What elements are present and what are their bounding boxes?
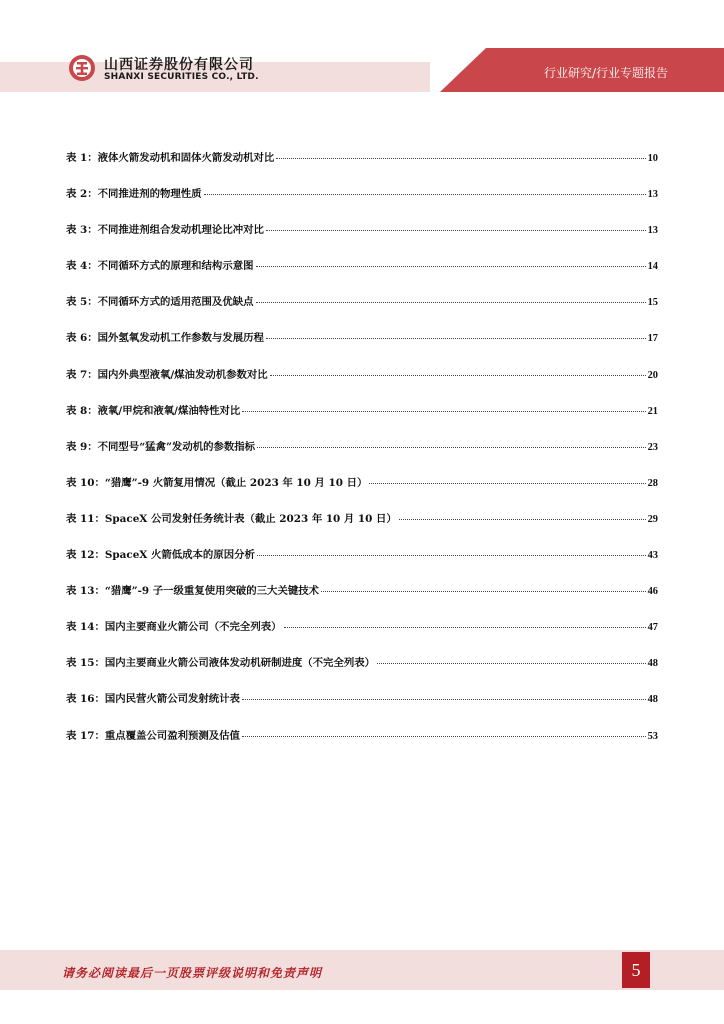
toc-entry-page: 21 xyxy=(647,405,658,417)
toc-entry-page: 17 xyxy=(647,333,658,345)
toc-entry-title: SpaceX 公司发射任务统计表（截止 2023 年 10 月 10 日） xyxy=(104,512,397,525)
toc-entry-title: “猎鹰”-9 子一级重复使用突破的三大关键技术 xyxy=(104,585,320,598)
toc-entry-title: 液氧/甲烷和液氧/煤油特性对比 xyxy=(97,404,241,417)
toc-entry-number: 表 15： xyxy=(66,657,105,670)
toc-leader-dots xyxy=(256,301,646,303)
footer-disclaimer: 请务必阅读最后一页股票评级说明和免责声明 xyxy=(62,966,323,980)
toc-entry-page: 53 xyxy=(647,730,658,742)
toc-entry-page: 48 xyxy=(647,658,658,670)
toc-entry-number: 表 16： xyxy=(66,693,105,706)
toc-leader-dots xyxy=(276,157,645,159)
toc-leader-dots xyxy=(266,337,646,339)
toc-entry[interactable] xyxy=(66,147,658,183)
toc-leader-dots xyxy=(242,698,646,700)
toc-leader-dots xyxy=(399,518,646,520)
toc-entry-title: 国外氢氧发动机工作参数与发展历程 xyxy=(97,332,264,345)
toc-entry-number: 表 12： xyxy=(66,549,105,562)
toc-entry-page: 28 xyxy=(647,477,658,489)
toc-entry[interactable] xyxy=(66,364,658,400)
toc-entry-page: 10 xyxy=(647,153,658,164)
toc-entry-page: 48 xyxy=(647,694,658,706)
toc-leader-dots xyxy=(257,554,646,556)
company-name-cn: 山西证券股份有限公司 xyxy=(104,57,254,73)
toc-entry-number: 表 17： xyxy=(66,729,105,742)
toc-leader-dots xyxy=(204,193,646,195)
toc-entry[interactable] xyxy=(66,508,658,544)
toc-entry[interactable] xyxy=(66,327,658,363)
toc-entry-page: 14 xyxy=(647,261,658,273)
toc-entry-page: 29 xyxy=(647,513,658,525)
toc-entry[interactable] xyxy=(66,544,658,580)
toc-entry-title: 不同循环方式的原理和结构示意图 xyxy=(97,260,254,273)
toc-entry-title: 不同型号“猛禽”发动机的参数指标 xyxy=(97,440,256,453)
toc-entry-title: 不同推进剂组合发动机理论比冲对比 xyxy=(97,224,264,237)
toc-entry[interactable] xyxy=(66,219,658,255)
toc-entry[interactable] xyxy=(66,652,658,688)
toc-leader-dots xyxy=(242,410,645,412)
toc-entry-title: 重点覆盖公司盈利预测及估值 xyxy=(104,729,240,742)
toc-entry-number: 表 10： xyxy=(66,476,105,489)
toc-entry-title: “猎鹰”-9 火箭复用情况（截止 2023 年 10 月 10 日） xyxy=(104,476,368,489)
toc-entry-number: 表 1： xyxy=(66,152,98,164)
toc-entry-title: SpaceX 火箭低成本的原因分析 xyxy=(104,549,255,562)
toc-entry[interactable] xyxy=(66,688,658,724)
toc-entry-number: 表 11： xyxy=(66,512,105,525)
toc-entry[interactable] xyxy=(66,291,658,327)
toc-entry-title: 国内主要商业火箭公司液体发动机研制进度（不完全列表） xyxy=(104,657,376,670)
toc-entry-title: 国内民营火箭公司发射统计表 xyxy=(104,693,240,706)
toc-entry-page: 13 xyxy=(647,225,658,237)
toc-entry[interactable] xyxy=(66,183,658,219)
toc-entry-page: 23 xyxy=(647,441,658,453)
toc-leader-dots xyxy=(242,735,646,737)
toc-leader-dots xyxy=(257,446,646,448)
toc-entry-page: 20 xyxy=(647,369,658,381)
toc-entry-number: 表 4： xyxy=(66,260,98,273)
toc-entry-number: 表 13： xyxy=(66,585,105,598)
toc-entry-title: 国内外典型液氧/煤油发动机参数对比 xyxy=(97,368,268,381)
toc-entry[interactable] xyxy=(66,436,658,472)
toc-entry-number: 表 3： xyxy=(66,224,98,237)
toc-entry-number: 表 2： xyxy=(66,188,98,201)
toc-entry-page: 43 xyxy=(647,550,658,562)
toc-leader-dots xyxy=(369,482,645,484)
toc-entry-title: 液体火箭发动机和固体火箭发动机对比 xyxy=(97,152,275,164)
toc-leader-dots xyxy=(270,374,646,376)
toc-leader-dots xyxy=(266,229,646,231)
report-type: 行业研究/行业专题报告 xyxy=(543,66,668,80)
toc-entry-number: 表 8： xyxy=(66,404,98,417)
toc-leader-dots xyxy=(321,590,646,592)
page-header xyxy=(0,0,724,92)
toc-entry[interactable] xyxy=(66,472,658,508)
toc-entry-number: 表 14： xyxy=(66,621,105,634)
toc-entry-title: 国内主要商业火箭公司（不完全列表） xyxy=(104,621,282,634)
toc-entry-title: 不同循环方式的适用范围及优缺点 xyxy=(97,296,254,309)
toc-entry-page: 46 xyxy=(647,586,658,598)
toc-entry[interactable] xyxy=(66,616,658,652)
toc-entry-number: 表 7： xyxy=(66,368,98,381)
table-of-contents xyxy=(66,147,658,761)
toc-leader-dots xyxy=(284,626,646,628)
toc-entry-number: 表 5： xyxy=(66,296,98,309)
toc-entry[interactable] xyxy=(66,255,658,291)
toc-leader-dots xyxy=(256,265,646,267)
company-name-en: SHANXI SECURITIES CO., LTD. xyxy=(104,72,259,82)
toc-leader-dots xyxy=(377,662,646,664)
page-number: 5 xyxy=(622,952,650,988)
toc-entry-number: 表 9： xyxy=(66,440,98,453)
toc-entry[interactable] xyxy=(66,580,658,616)
page-footer xyxy=(0,950,724,990)
toc-entry[interactable] xyxy=(66,400,658,436)
toc-entry-page: 13 xyxy=(647,189,658,201)
company-logo-icon xyxy=(68,54,96,82)
toc-entry-page: 15 xyxy=(647,297,658,309)
toc-entry[interactable] xyxy=(66,725,658,761)
toc-entry-page: 47 xyxy=(647,622,658,634)
toc-entry-title: 不同推进剂的物理性质 xyxy=(97,188,202,201)
toc-entry-number: 表 6： xyxy=(66,332,98,345)
